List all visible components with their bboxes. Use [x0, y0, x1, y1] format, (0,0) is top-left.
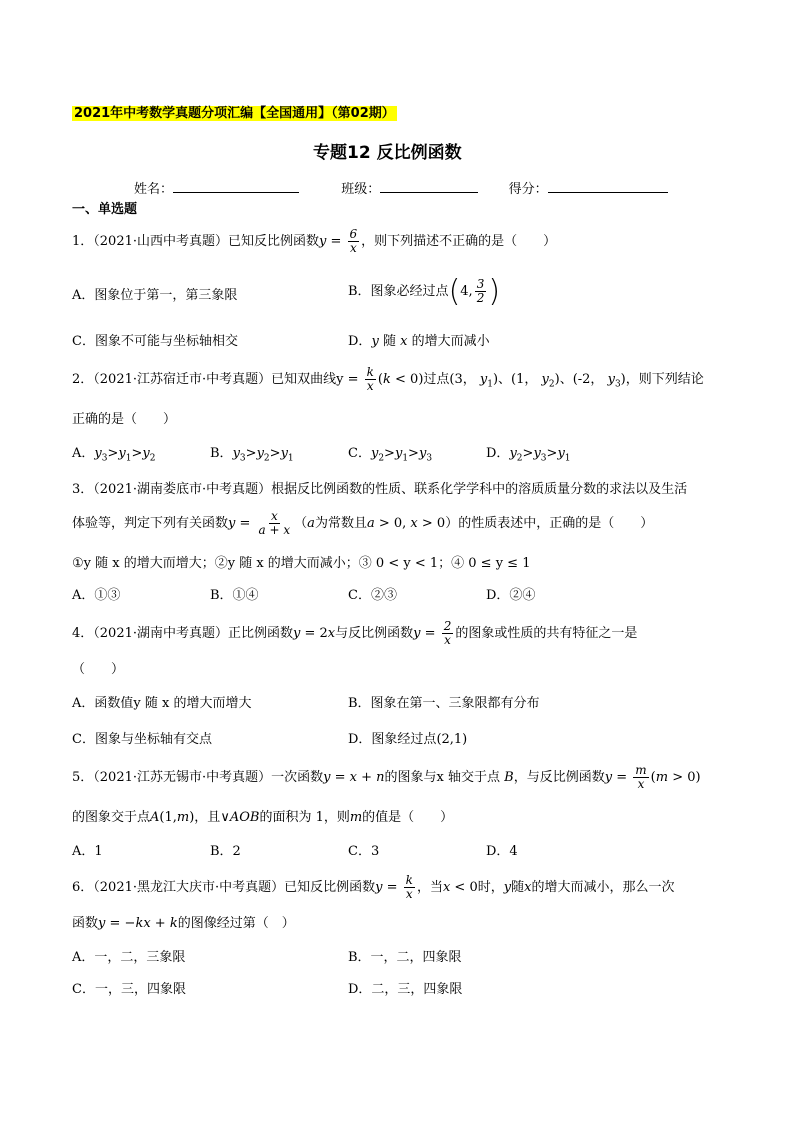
question-1-stem: 1．（2021·山西中考真题）已知反比例函数y = $\frac{6}{x}$ ，则下列描述不正确的是（ ）	[72, 227, 557, 255]
question-6-stem: 6．（2021·黑龙江大庆市·中考真题）已知反比例函数y = $\frac{k}{x}$ ，当x < 0时，y随x的增大而减小，那么一次	[72, 873, 675, 901]
score-field[interactable]	[548, 180, 668, 193]
q2-option-a[interactable]: A．$y_3>y_1>y_2$	[72, 446, 156, 464]
q3-option-d[interactable]: D．②④	[486, 588, 536, 603]
q6-line-2: 函数y = −kx + k的图像经过第（ ）	[72, 916, 295, 931]
name-field[interactable]	[173, 180, 299, 193]
score-label: 得分：	[508, 182, 548, 197]
q3-line-3: ①y 随 x 的增大而增大；②y 随 x 的增大而减小；③ 0 < y < 1；④ 0 ≤ y ≤ 1	[72, 556, 531, 571]
question-4-stem: 4．（2021·湖南中考真题）正比例函数y = 2x与反比例函数y = $\frac{2}{x}$ 的图象或性质的共有特征之一是	[72, 619, 638, 647]
section-heading: 一、单选题	[72, 202, 138, 217]
q5-option-b[interactable]: B．2	[210, 844, 241, 859]
q2-option-d[interactable]: D．$y_2>y_3>y_1$	[486, 446, 571, 464]
q5-line-2: 的图象交于点A(1,m)，且∨AOB的面积为 1，则m的值是（ ）	[72, 810, 454, 825]
q2-option-b[interactable]: B．$y_3>y_2>y_1$	[210, 446, 294, 464]
q1-text: 1．（2021·山西中考真题）已知反比例函数	[72, 234, 319, 249]
name-label: 姓名：	[134, 182, 174, 197]
q5-option-d[interactable]: D．4	[486, 844, 518, 859]
q4-option-c[interactable]: C．图象与坐标轴有交点	[72, 732, 212, 747]
q6-option-d[interactable]: D．二，三，四象限	[348, 982, 463, 997]
q2-text: 2．（2021·江苏宿迁市·中考真题）已知双曲线	[72, 372, 337, 387]
q3-option-a[interactable]: A．①③	[72, 588, 121, 603]
q3-line-2: 体验等，判定下列有关函数y = $\frac{x}{a + x}$ （a为常数且a > 0, x > 0）的性质表述中，正确的是（ ）	[72, 509, 654, 537]
question-2-stem: 2．（2021·江苏宿迁市·中考真题）已知双曲线y = $\frac{k}{x}$ (k < 0)过点(3， $y_1$)、(1， $y_2$)、(-2， $y_3$)，则下列结论	[72, 365, 704, 393]
q1-option-b-label: B．图象必经过点	[348, 284, 449, 299]
q1-option-b[interactable]: B．图象必经过点(4, $\frac{3}{2}$ )	[348, 274, 501, 309]
q1-option-c[interactable]: C．图象不可能与坐标轴相交	[72, 334, 238, 349]
q1-text-b: ，则下列描述不正确的是（ ）	[361, 234, 557, 249]
q6-option-c[interactable]: C．一，三，四象限	[72, 982, 186, 997]
q1-option-a[interactable]: A．图象位于第一，第三象限	[72, 288, 238, 303]
q6-option-a[interactable]: A．一，二，三象限	[72, 950, 186, 965]
q3-option-c[interactable]: C．②③	[348, 588, 397, 603]
q6-option-b[interactable]: B．一，二，四象限	[348, 950, 462, 965]
q5-option-a[interactable]: A．1	[72, 844, 103, 859]
class-field[interactable]	[380, 180, 478, 193]
q1-fraction: $\frac{6}{x}$	[349, 227, 358, 255]
q4-option-a[interactable]: A．函数值y 随 x 的增大而增大	[72, 696, 252, 711]
q4-answer-paren: （ ）	[72, 662, 125, 677]
q1-option-d-label: D．	[348, 334, 372, 349]
class-label: 班级：	[341, 182, 381, 197]
q1-option-d[interactable]: D．y 随 x 的增大而减小	[348, 334, 490, 349]
question-5-stem: 5．（2021·江苏无锡市·中考真题）一次函数y = x + n的图象与x 轴交于点 B，与反比例函数y = $\frac{m}{x}$ (m > 0)	[72, 763, 701, 791]
q2-option-c[interactable]: C．$y_2>y_1>y_3$	[348, 446, 433, 464]
q3-option-b[interactable]: B．①④	[210, 588, 259, 603]
student-info-row	[134, 178, 668, 197]
header-banner: 2021年中考数学真题分项汇编【全国通用】（第02期）	[74, 106, 395, 121]
q5-option-c[interactable]: C．3	[348, 844, 380, 859]
q2-line-2: 正确的是（ ）	[72, 412, 177, 427]
q4-option-b[interactable]: B．图象在第一、三象限都有分布	[348, 696, 540, 711]
q3-line-1: 3．（2021·湖南娄底市·中考真题）根据反比例函数的性质、联系化学学科中的溶质质量分数的求法以及生活	[72, 482, 688, 497]
q4-option-d[interactable]: D．图象经过点(2,1)	[348, 732, 468, 747]
page-title: 专题12 反比例函数	[313, 143, 462, 163]
